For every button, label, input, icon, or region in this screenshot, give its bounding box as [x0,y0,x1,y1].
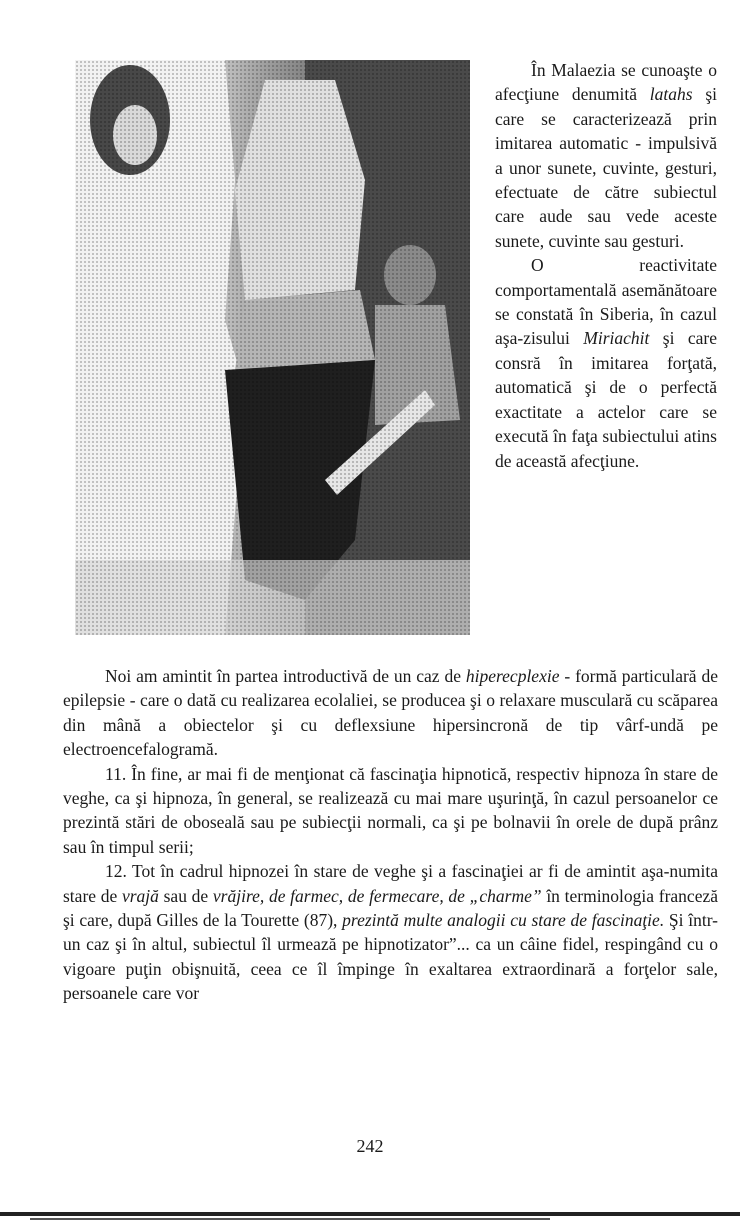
halftone-photograph [75,60,470,635]
paragraph-miriachit: O reactivitate comportamentală asemănătoare se constată în Siberia, în cazul aşa-zisului Miriachit şi care consră în imitarea forţată, automatică şi de o perfectă exactitate a actelor care se execută în faţa subiectului atins de această afecţiune. [495,255,717,471]
scan-edge-line-secondary [30,1218,550,1220]
main-body-text [63,664,718,1006]
paragraph-hiperecplexie: Noi am amintit în partea introductivă de un caz de hiperecplexie - formă particulară de epilepsie - care o dată cu realizarea ecolaliei, se producea şi o relaxare musculară cu scăparea din mână a obiectelor şi cu deflexsiune hipersincronă de tip vârf-undă pe electroencefalogramă. [63,666,718,760]
paragraph-latahs: În Malaezia se cunoaşte o afecţiune denumită latahs şi care se caracterizează prin imitarea automatic - impulsivă a unor sunete, cuvinte, gesturi, efectuate de către subiectul care aude sau vede aceste sunete, cuvinte sau gesturi. [495,60,717,251]
side-column-text [495,58,717,473]
paragraph-item-11: 11. În fine, ar mai fi de menţionat că fascinaţia hipnotică, respectiv hipnoza în stare de veghe, ca şi hipnoza, în general, se realizează cu mai mare uşurinţă, în cazul persoanelor ce prezintă stări de oboseală sau pe subiecţii normali, ca şi pe bolnavii în orele de după prânz sau în timpul serii; [63,763,718,857]
paragraph-item-12: 12. Tot în cadrul hipnozei în stare de veghe şi a fascinaţiei ar fi de amintit aşa-numita stare de vrajă sau de vrăjire, de farmec, de fermecare, de „charme” în terminologia franceză şi care, după Gilles de la Tourette (87), prezintă multe analogii cu stare de fascinaţie. Şi într-un caz şi în altul, subiectul îl urmează pe hipnotizator”... ca un câine fidel, respingând cu o vigoare puţin obişnuită, ceea ce îl împinge în exaltarea extraordinară a forţelor sale, persoanele care vor [63,861,719,1004]
scan-edge-line [0,1212,740,1216]
photo-illustration [75,60,470,635]
page-number: 242 [356,1136,384,1156]
